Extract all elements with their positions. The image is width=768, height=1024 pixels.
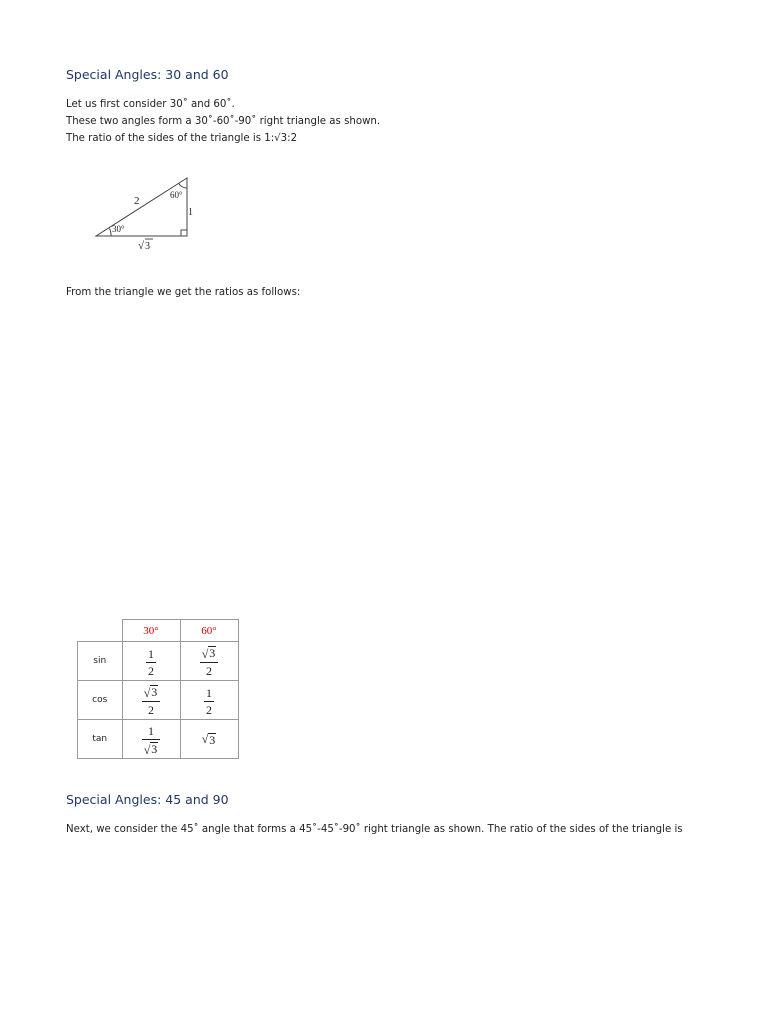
table-header-row	[78, 620, 239, 642]
radicand: 3	[209, 733, 216, 748]
row-label-tan: tan	[78, 720, 123, 759]
radicand: 3	[151, 685, 158, 700]
tan-60-value	[180, 720, 238, 759]
triangle-outline	[96, 178, 187, 236]
hypotenuse-label: 2	[134, 195, 140, 207]
column-header-60: 60°	[180, 620, 238, 642]
intro-line: Let us first consider 30˚ and 60˚.	[66, 99, 235, 110]
fraction-bar	[142, 739, 161, 740]
square-root	[144, 685, 159, 699]
long-side-radicand: 3	[145, 241, 150, 252]
row-label-sin: sin	[78, 642, 123, 681]
from-triangle-text: From the triangle we get the ratios as follows:	[66, 287, 301, 298]
radicand: 3	[209, 646, 216, 661]
denominator: 2	[206, 703, 212, 717]
fraction-bar	[204, 701, 214, 702]
angle-30-label: 30°	[112, 224, 125, 234]
numerator: 1	[148, 647, 154, 661]
table-row-cos	[78, 681, 239, 720]
right-angle-marker	[181, 230, 187, 236]
trig-ratio-table	[77, 619, 239, 759]
row-label-cos: cos	[78, 681, 123, 720]
table-row-sin	[78, 642, 239, 681]
numerator: 1	[148, 724, 154, 739]
fraction-bar	[146, 662, 156, 663]
cos-60-value	[180, 681, 238, 720]
numerator	[200, 646, 219, 660]
fraction-bar	[142, 701, 161, 702]
denominator	[142, 742, 161, 756]
angle-arc-60	[179, 183, 187, 188]
next-paragraph: Next, we consider the 45˚ angle that forms a 45˚-45˚-90˚ right triangle as shown. The ratio of the sides of the triangle is	[66, 824, 683, 835]
denominator: 2	[206, 664, 212, 678]
sin-60-value	[180, 642, 238, 681]
tan-30-value	[122, 720, 180, 759]
angle-60-label: 60°	[170, 190, 183, 200]
section-heading-45-90: Special Angles: 45 and 90	[66, 792, 229, 807]
section-heading-30-60: Special Angles: 30 and 60	[66, 67, 229, 82]
table-corner-cell	[78, 620, 123, 642]
column-header-30: 30°	[122, 620, 180, 642]
numerator	[142, 685, 161, 699]
fraction	[146, 648, 156, 677]
root-sign: √	[201, 732, 209, 746]
fraction	[200, 646, 219, 677]
root-sign: √	[143, 742, 151, 757]
cos-30-value	[122, 681, 180, 720]
intro-line: The ratio of the sides of the triangle is 1:√3:2	[66, 133, 298, 144]
table-row-tan	[78, 720, 239, 759]
fraction-bar	[200, 662, 219, 663]
numerator: 1	[206, 686, 212, 700]
radicand: 3	[151, 742, 158, 757]
intro-line: These two angles form a 30˚-60˚-90˚ right triangle as shown.	[66, 116, 381, 127]
square-root	[144, 742, 159, 756]
root-sign: √	[201, 647, 209, 661]
square-root	[202, 732, 217, 747]
denominator: 2	[148, 664, 154, 678]
root-sign: √	[143, 686, 151, 700]
angle-arc-30	[110, 229, 112, 237]
intro-paragraph	[66, 96, 686, 147]
short-side-label: 1	[188, 207, 193, 218]
fraction	[142, 685, 161, 716]
square-root	[202, 646, 217, 660]
long-side-root-sign: √	[138, 240, 145, 252]
fraction	[204, 687, 214, 716]
fraction	[142, 725, 161, 756]
triangle-figure	[64, 160, 234, 270]
sin-30-value	[122, 642, 180, 681]
denominator: 2	[148, 703, 154, 717]
